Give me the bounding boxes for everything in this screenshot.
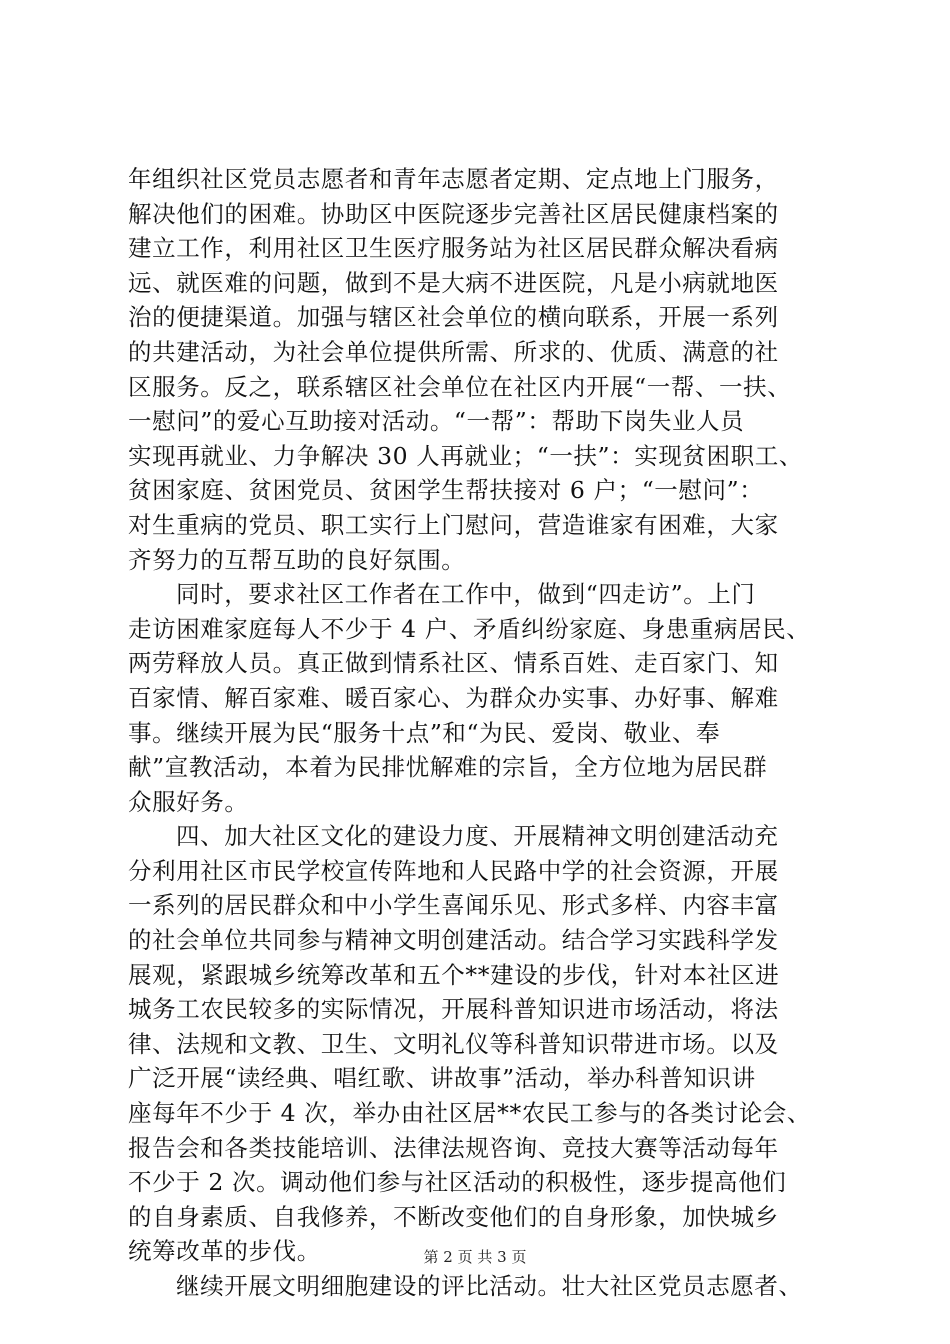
text-line: 两劳释放人员。真正做到情系社区、情系百姓、走百家门、知 <box>128 649 779 678</box>
text-line: 远、就医难的问题，做到不是大病不进医院，凡是小病就地医 <box>128 268 779 297</box>
text-line: 一慰问”的爱心互助接对活动。“一帮”：帮助下岗失业人员 <box>128 407 745 436</box>
text-line: 统筹改革的步伐。 <box>128 1237 321 1266</box>
text-line: 的社会单位共同参与精神文明创建活动。结合学习实践科学发 <box>128 926 779 955</box>
text-line: 献”宣教活动，本着为民排忧解难的宗旨，全方位地为居民群 <box>128 753 768 782</box>
text-line: 实现再就业、力争解决 30 人再就业；“一扶”：实现贫困职工、 <box>128 441 803 470</box>
text-line: 的自身素质、自我修养，不断改变他们的自身形象，加快城乡 <box>128 1202 779 1231</box>
text-line: 不少于 2 次。调动他们参与社区活动的积极性，逐步提高他们 <box>128 1168 787 1197</box>
text-line: 贫困家庭、贫困党员、贫困学生帮扶接对 6 户；“一慰问”： <box>128 476 764 505</box>
text-line: 走访困难家庭每人不少于 4 户、矛盾纠纷家庭、身患重病居民、 <box>128 614 811 643</box>
text-line: 解决他们的困难。协助区中医院逐步完善社区居民健康档案的 <box>128 199 779 228</box>
text-line: 律、法规和文教、卫生、文明礼仪等科普知识带进市场。以及 <box>128 1029 779 1058</box>
text-line: 年组织社区党员志愿者和青年志愿者定期、定点地上门服务， <box>128 165 779 193</box>
text-line: 一系列的居民群众和中小学生喜闻乐见、形式多样、内容丰富 <box>128 891 779 920</box>
text-line: 展观，紧跟城乡统筹改革和五个**建设的步伐，针对本社区进 <box>128 960 780 989</box>
text-line: 事。继续开展为民“服务十点”和“为民、爱岗、敬业、奉 <box>128 718 721 747</box>
text-line: 分利用社区市民学校宣传阵地和人民路中学的社会资源，开展 <box>128 856 779 885</box>
text-line: 齐努力的互帮互助的良好氛围。 <box>128 545 466 574</box>
text-line: 治的便捷渠道。加强与辖区社会单位的横向联系，开展一系列 <box>128 303 779 332</box>
text-line: 座每年不少于 4 次，举办由社区居**农民工参与的各类讨论会、 <box>128 1099 811 1128</box>
text-line: 的共建活动，为社会单位提供所需、所求的、优质、满意的社 <box>128 337 779 366</box>
text-line: 区服务。反之，联系辖区社会单位在社区内开展“一帮、一扶、 <box>128 372 792 401</box>
paragraph-start-line: 继续开展文明细胞建设的评比活动。壮大社区党员志愿者、 <box>176 1272 803 1300</box>
body-text <box>128 162 828 1304</box>
text-line: 建立工作，利用社区卫生医疗服务站为社区居民群众解决看病 <box>128 234 779 263</box>
paragraph-start-line: 四、加大社区文化的建设力度、开展精神文明创建活动充 <box>176 822 779 851</box>
page-footer <box>0 1246 950 1267</box>
paragraph-start-line: 同时，要求社区工作者在工作中，做到“四走访”。上门 <box>176 580 756 609</box>
text-line: 百家情、解百家难、暖百家心、为群众办实事、办好事、解难 <box>128 683 779 712</box>
text-line: 报告会和各类技能培训、法律法规咨询、竞技大赛等活动每年 <box>128 1133 779 1162</box>
text-line: 城务工农民较多的实际情况，开展科普知识进市场活动，将法 <box>128 995 779 1024</box>
text-line: 广泛开展“读经典、唱红歌、讲故事”活动，举办科普知识讲 <box>128 1064 756 1093</box>
page-number-label: 第 2 页 共 3 页 <box>423 1248 527 1266</box>
text-line: 对生重病的党员、职工实行上门慰问，营造谁家有困难，大家 <box>128 510 779 539</box>
text-line: 众服好务。 <box>128 787 249 816</box>
